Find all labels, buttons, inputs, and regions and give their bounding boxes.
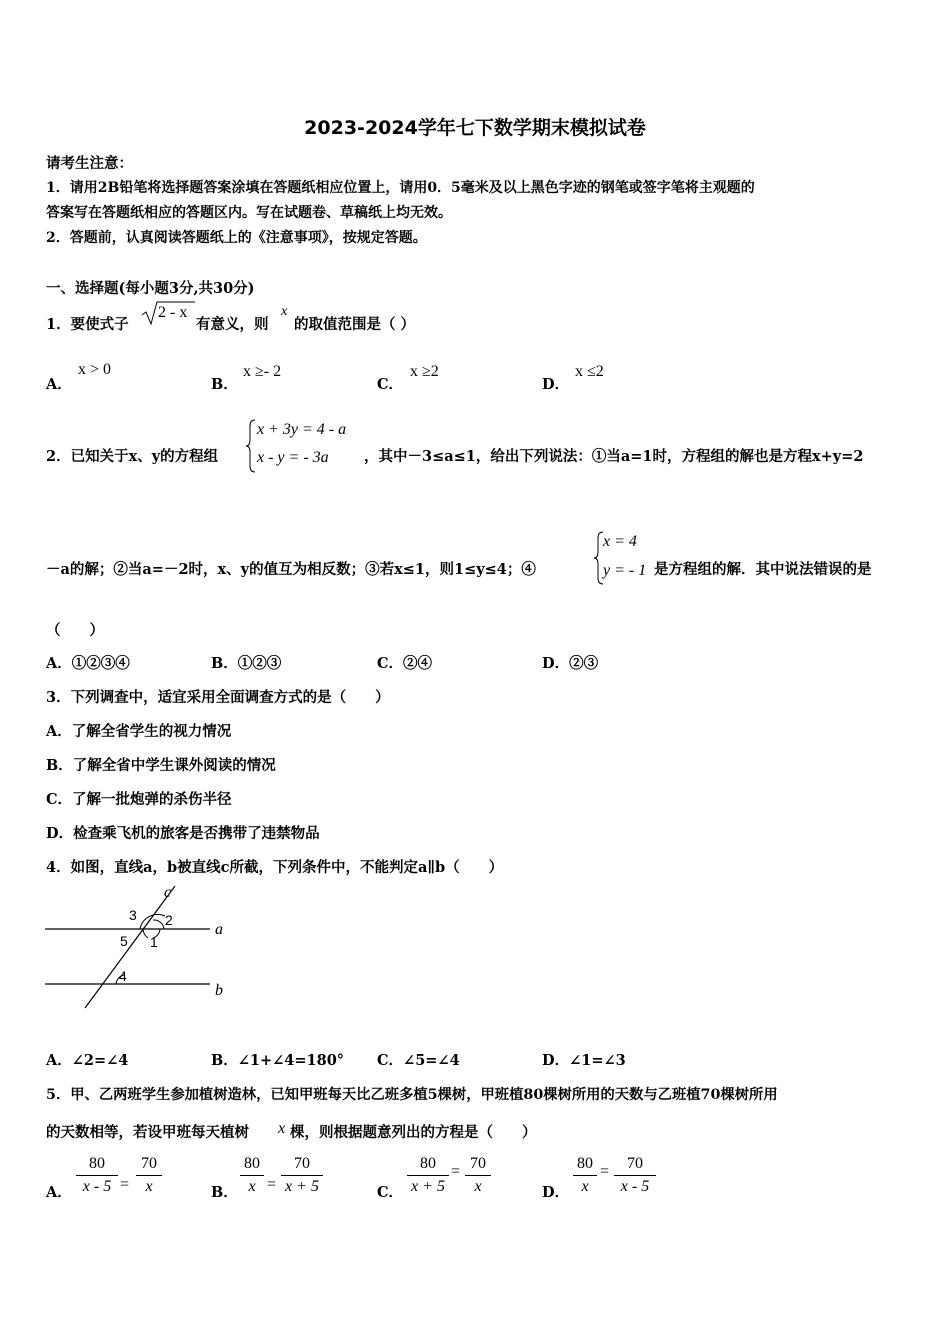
q1-stem-a: 1．要使式子 bbox=[46, 316, 129, 333]
q1-option-a-expr: x > 0 bbox=[78, 361, 112, 378]
q2-option-b: B．①②③ bbox=[211, 655, 282, 672]
q1-radicand: 2 - x bbox=[158, 304, 188, 321]
q4-option-d: D．∠1=∠3 bbox=[542, 1052, 626, 1069]
q2-eq1: x + 3y = 4 - a bbox=[257, 421, 347, 438]
q5-option-c-label: C． bbox=[377, 1184, 404, 1201]
label-c: c bbox=[164, 884, 172, 901]
q5-option-a-frac1: $\frac{80}{x - 5}$ bbox=[76, 1153, 118, 1198]
q1-option-b-label: B． bbox=[211, 376, 238, 393]
q5-line-2-a: 的天数相等，若设甲班每天植树 bbox=[46, 1124, 249, 1141]
q5-option-a-label: A． bbox=[46, 1184, 72, 1201]
q5-option-a-frac2: $\frac{70}{x}$ bbox=[136, 1153, 162, 1198]
q5-line-2-b: 棵，则根据题意列出的方程是（ ） bbox=[290, 1124, 537, 1141]
q4-stem: 4．如图，直线a，b被直线c所截，下列条件中，不能判定a∥b（ ） bbox=[46, 859, 504, 876]
q1-stem-c: 的取值范围是（ ） bbox=[294, 316, 416, 333]
q2-eq2: x - y = - 3a bbox=[257, 449, 329, 466]
label-3: 3 bbox=[129, 907, 137, 923]
notice-line-3: 2．答题前，认真阅读答题纸上的《注意事项》，按规定答题。 bbox=[46, 230, 427, 246]
notice-heading: 请考生注意： bbox=[46, 155, 133, 172]
q2-stem-a: 2．已知关于x、y的方程组 bbox=[46, 448, 219, 465]
q3-stem: 3．下列调查中，适宜采用全面调查方式的是（ ） bbox=[46, 689, 390, 706]
q2-line2-a: －a的解；②当a=－2时，x、y的值互为相反数；③若x≤1，则1≤y≤4；④ bbox=[46, 561, 536, 578]
q2-paren: （ ） bbox=[46, 622, 104, 639]
q2-option-d: D．②③ bbox=[542, 655, 599, 672]
q1-option-b-expr: x ≥- 2 bbox=[243, 363, 282, 380]
q5-option-d-frac1: $\frac{80}{x}$ bbox=[573, 1153, 597, 1198]
q5-option-c-eq: = bbox=[451, 1163, 461, 1180]
q2-stem-b: ，其中－3≤a≤1，给出下列说法：①当a=1时，方程组的解也是方程x+y=2 bbox=[364, 448, 864, 465]
q2-option-a: A．①②③④ bbox=[46, 655, 130, 672]
q3-option-b: B．了解全省中学生课外阅读的情况 bbox=[46, 757, 276, 774]
q4-option-b: B．∠1+∠4=180° bbox=[211, 1052, 345, 1069]
q5-option-d-label: D． bbox=[542, 1184, 570, 1201]
q5-var: x bbox=[278, 1120, 286, 1137]
notice-line-2: 答案写在答题纸相应的答题区内。写在试题卷、草稿纸上均无效。 bbox=[46, 205, 452, 221]
section-heading: 一、选择题(每小题3分,共30分) bbox=[46, 280, 255, 297]
q3-option-a: A．了解全省学生的视力情况 bbox=[46, 723, 232, 740]
q3-option-c: C．了解一批炮弹的杀伤半径 bbox=[46, 791, 232, 808]
q2-sol2: y = - 1 bbox=[603, 562, 647, 579]
q5-line-1: 5．甲、乙两班学生参加植树造林，已知甲班每天比乙班多植5棵树，甲班植80棵树所用的天数与乙班植70棵树所用 bbox=[46, 1087, 778, 1103]
label-1: 1 bbox=[150, 934, 158, 950]
label-5: 5 bbox=[120, 933, 128, 949]
q4-option-a: A．∠2=∠4 bbox=[46, 1052, 129, 1069]
q5-option-b-frac1: $\frac{80}{x}$ bbox=[240, 1153, 264, 1198]
q5-option-d-frac2: $\frac{70}{x - 5}$ bbox=[614, 1153, 656, 1198]
brace-icon bbox=[244, 418, 258, 474]
q1-option-d-label: D． bbox=[542, 376, 570, 393]
label-b: b bbox=[215, 982, 223, 999]
q4-option-c: C．∠5=∠4 bbox=[377, 1052, 460, 1069]
q1-option-d-expr: x ≤2 bbox=[575, 363, 604, 380]
q5-option-b-label: B． bbox=[211, 1184, 238, 1201]
label-4: 4 bbox=[119, 968, 127, 984]
notice-line-1: 1．请用2B铅笔将选择题答案涂填在答题纸相应位置上，请用0．5毫米及以上黑色字迹的钢笔或签字笔将主观题的 bbox=[46, 180, 755, 196]
q5-option-c-frac1: $\frac{80}{x + 5}$ bbox=[407, 1153, 449, 1198]
q5-option-c-frac2: $\frac{70}{x}$ bbox=[465, 1153, 491, 1198]
q5-option-d-eq: = bbox=[600, 1163, 610, 1180]
q1-var: x bbox=[281, 304, 288, 319]
q2-option-c: C．②④ bbox=[377, 655, 433, 672]
q1-option-a-label: A． bbox=[46, 376, 72, 393]
q5-option-b-eq: = bbox=[267, 1176, 277, 1193]
label-a: a bbox=[215, 921, 223, 938]
q1-option-c-expr: x ≥2 bbox=[410, 363, 439, 380]
q5-option-b-frac2: $\frac{70}{x + 5}$ bbox=[281, 1153, 323, 1198]
q2-line2-b: 是方程组的解．其中说法错误的是 bbox=[654, 561, 872, 578]
q2-sol1: x = 4 bbox=[603, 533, 637, 550]
q3-option-d: D．检查乘飞机的旅客是否携带了违禁物品 bbox=[46, 825, 320, 842]
q1-stem-b: 有意义，则 bbox=[196, 316, 269, 333]
q5-option-a-eq: = bbox=[120, 1176, 130, 1193]
angle-5-arc bbox=[143, 929, 148, 938]
angle-2-arc bbox=[153, 920, 164, 929]
page-title: 2023-2024学年七下数学期末模拟试卷 bbox=[304, 117, 646, 139]
line-c bbox=[85, 886, 175, 1008]
q1-option-c-label: C． bbox=[377, 376, 404, 393]
parallel-lines-figure bbox=[40, 880, 240, 1015]
label-2: 2 bbox=[165, 912, 173, 928]
